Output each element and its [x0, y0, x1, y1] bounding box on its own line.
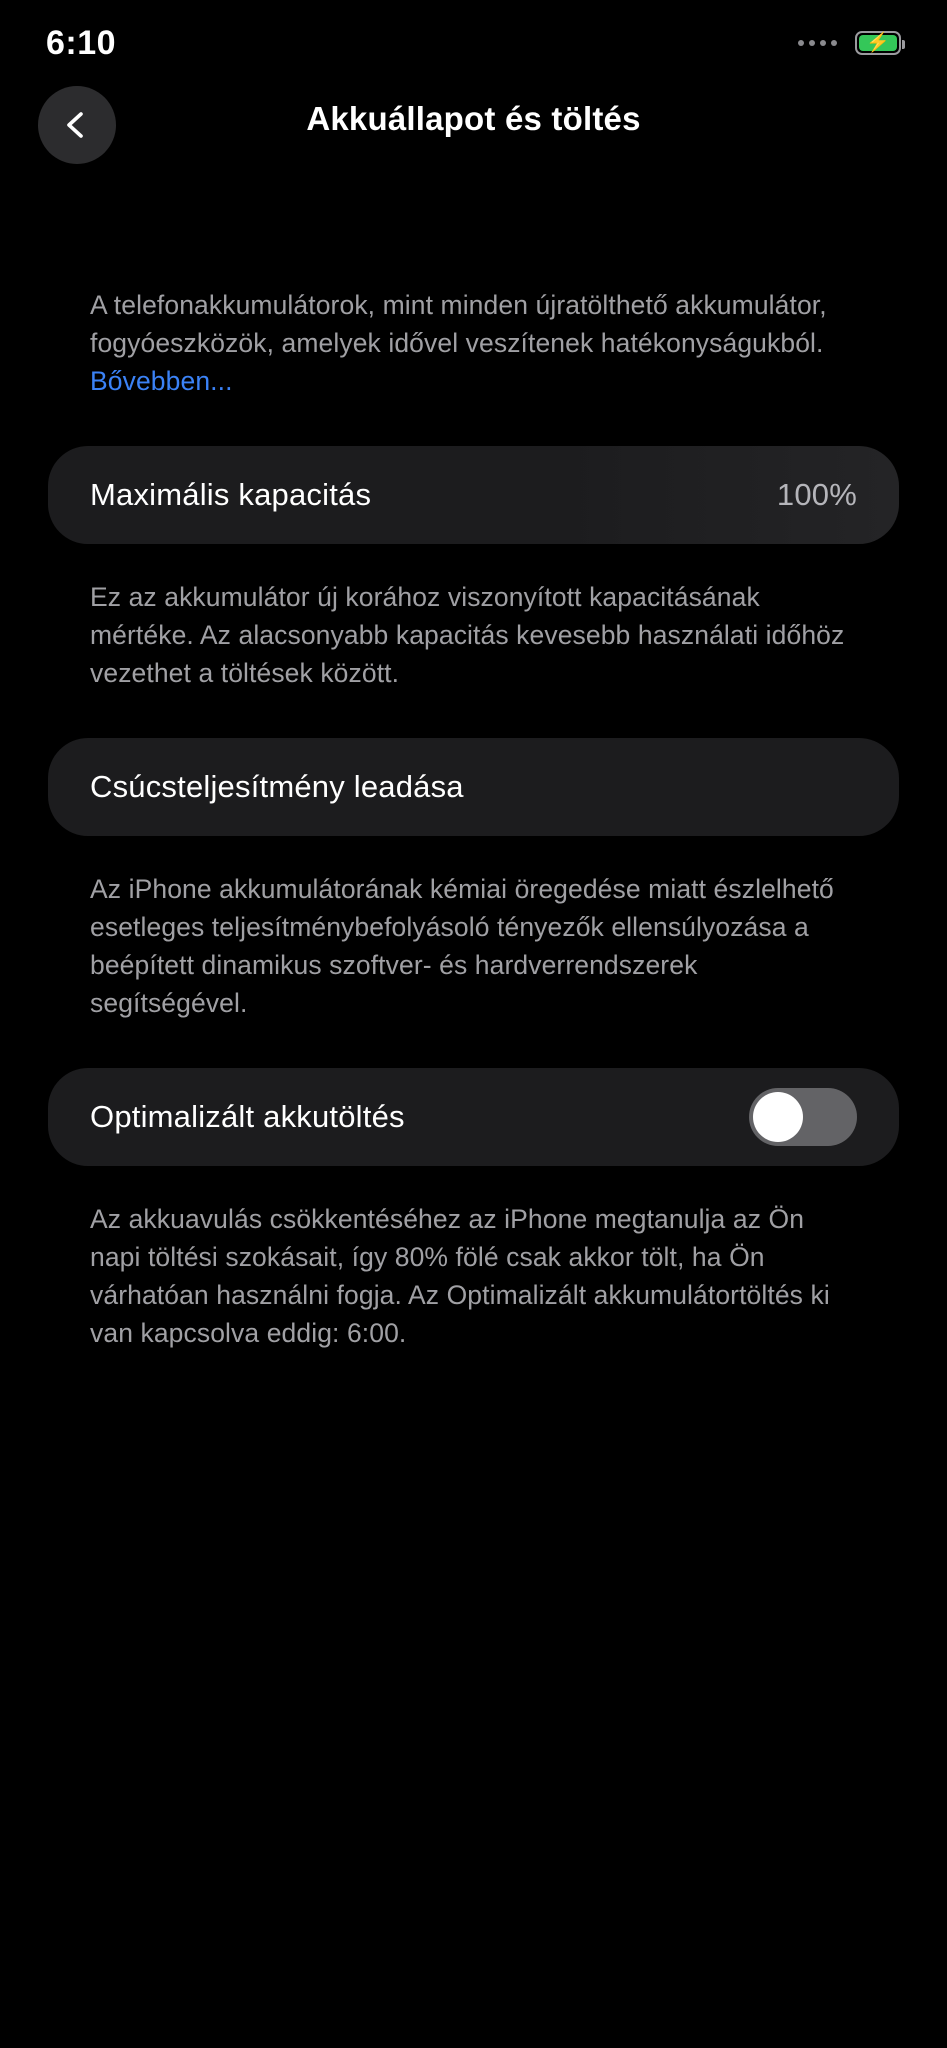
status-indicators — [798, 31, 901, 55]
peak-performance-footnote: Az iPhone akkumulátorának kémiai öregedése miatt észlelhető esetleges teljesítménybefolyásoló tényezők ellensúlyozása a beépített dinamikus szoftver- és hardverrendszerek segítségével. — [90, 874, 834, 1018]
optimized-charging-toggle[interactable] — [749, 1088, 857, 1146]
optimized-charging-label: Optimalizált akkutöltés — [90, 1099, 405, 1134]
maximum-capacity-row[interactable] — [48, 446, 899, 544]
peak-performance-row[interactable] — [48, 738, 899, 836]
status-bar — [0, 0, 947, 86]
maximum-capacity-footnote: Ez az akkumulátor új korához viszonyított kapacitásának mértéke. Az alacsonyabb kapacitás kevesebb használati időhöz vezethet a töltések között. — [90, 582, 845, 688]
optimized-charging-footnote: Az akkuavulás csökkentéséhez az iPhone megtanulja az Ön napi töltési szokásait, így 80% fölé csak akkor tölt, ha Ön várhatóan használni fogja. Az Optimalizált akkumulátortöltés ki van kapcsolva eddig: 6:00. — [90, 1204, 830, 1348]
signal-dots-icon — [798, 40, 837, 46]
navigation-bar — [0, 86, 947, 196]
optimized-charging-row[interactable] — [48, 1068, 899, 1166]
learn-more-link[interactable]: Bővebben... — [90, 366, 233, 396]
status-time: 6:10 — [46, 23, 117, 62]
page-title: Akkuállapot és töltés — [306, 100, 641, 137]
maximum-capacity-label: Maximális kapacitás — [90, 477, 372, 512]
intro-description — [0, 286, 947, 400]
battery-charging-icon: ⚡ — [855, 31, 901, 55]
maximum-capacity-value: 100% — [776, 477, 857, 512]
peak-performance-label: Csúcsteljesítmény leadása — [90, 769, 464, 804]
toggle-knob — [753, 1092, 803, 1142]
settings-content — [0, 196, 947, 1352]
intro-text: A telefonakkumulátorok, mint minden újratölthető akkumulátor, fogyóeszközök, amelyek idővel veszítenek hatékonyságukból. — [90, 290, 827, 358]
